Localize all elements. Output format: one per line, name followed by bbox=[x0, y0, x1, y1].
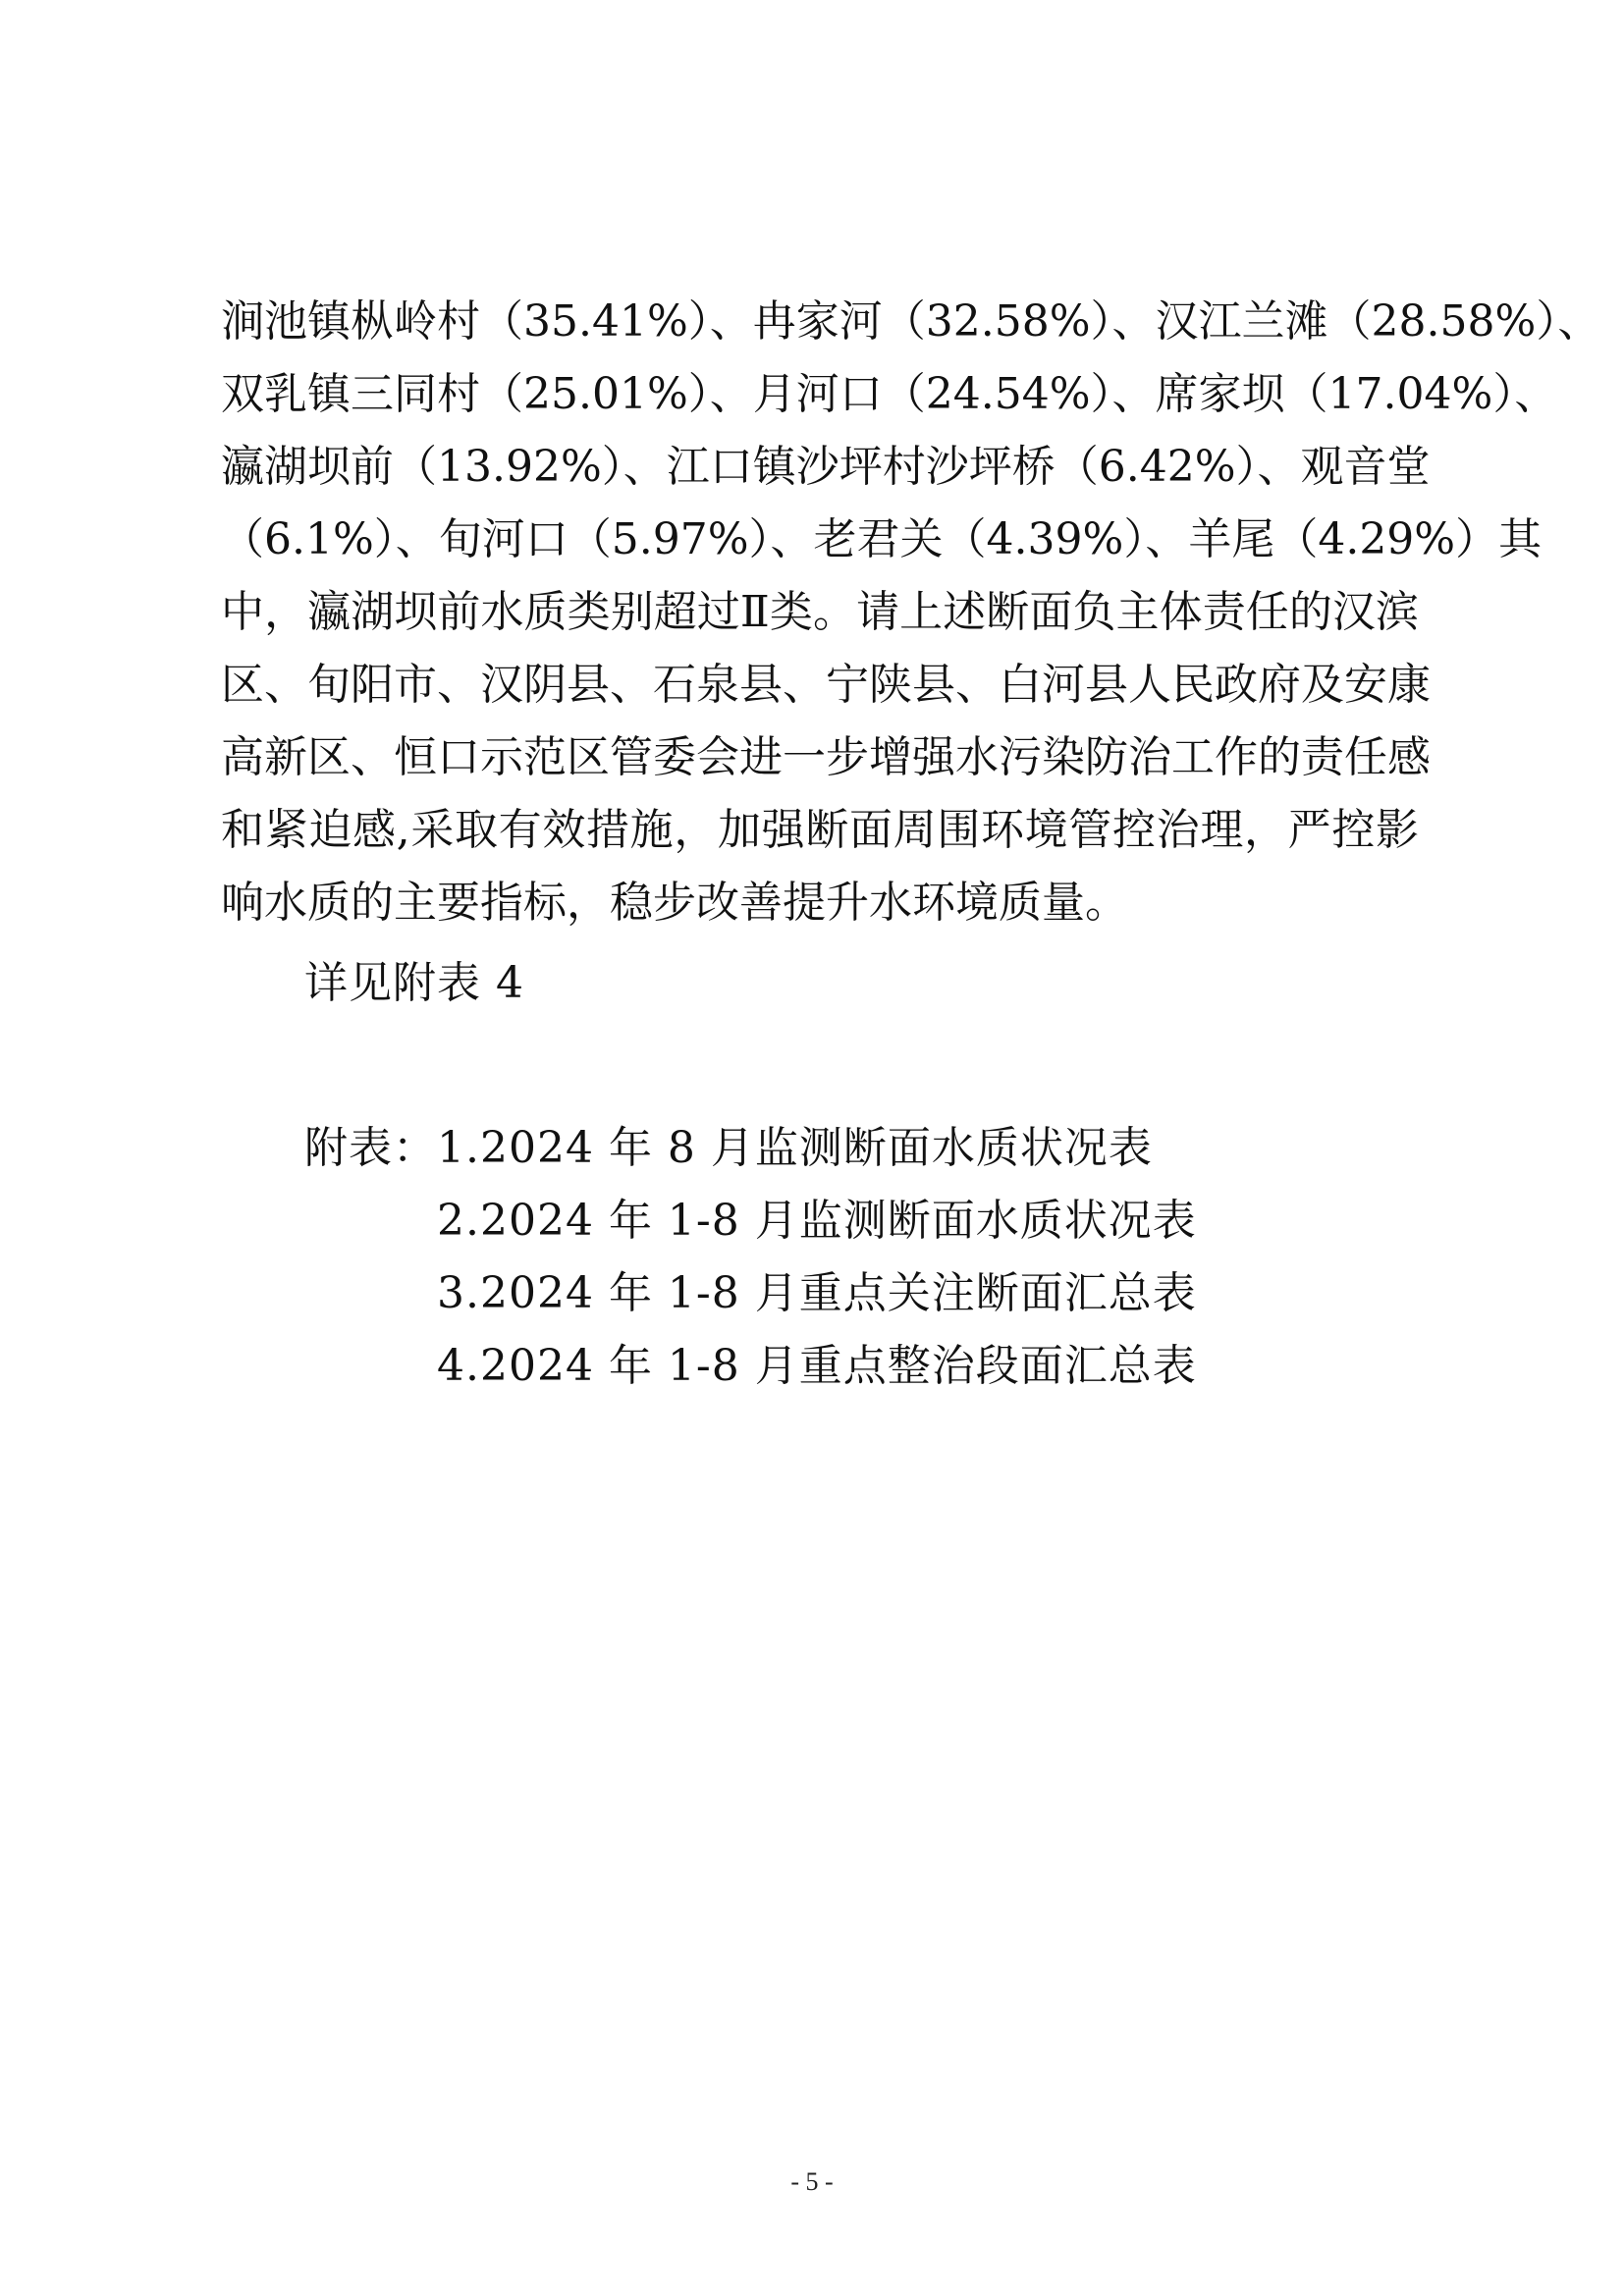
body-line-7: 高新区、恒口示范区管委会进一步增强水污染防治工作的责任感 bbox=[221, 732, 1431, 782]
body-line-8: 和紧迫感,采取有效措施，加强断面周围环境管控治理，严控影 bbox=[221, 805, 1419, 855]
attachment-item-2: 2.2024 年 1-8 月监测断面水质状况表 bbox=[437, 1196, 1197, 1246]
body-line-4: （6.1%）、旬河口（5.97%）、老君关（4.39%）、羊尾（4.29%）其 bbox=[221, 514, 1543, 564]
attachment-item-1: 1.2024 年 8 月监测断面水质状况表 bbox=[437, 1123, 1153, 1173]
body-line-9: 响水质的主要指标，稳步改善提升水环境质量。 bbox=[221, 878, 1128, 928]
attachments-label: 附表： bbox=[304, 1123, 437, 1173]
body-line-2: 双乳镇三同村（25.01%）、月河口（24.54%）、席家坝（17.04%）、 bbox=[221, 369, 1558, 419]
attachment-item-3: 3.2024 年 1-8 月重点关注断面汇总表 bbox=[437, 1268, 1197, 1318]
body-line-5: 中，瀛湖坝前水质类别超过Ⅱ类。请上述断面负主体责任的汉滨 bbox=[221, 587, 1419, 637]
body-line-6: 区、旬阳市、汉阴县、石泉县、宁陕县、白河县人民政府及安康 bbox=[221, 660, 1431, 710]
body-line-3: 瀛湖坝前（13.92%）、江口镇沙坪村沙坪桥（6.42%）、观音堂 bbox=[221, 442, 1431, 492]
see-also-note: 详见附表 4 bbox=[304, 958, 524, 1008]
page-number: - 5 - bbox=[790, 2167, 834, 2196]
attachment-item-4: 4.2024 年 1-8 月重点整治段面汇总表 bbox=[437, 1341, 1197, 1391]
body-line-1: 涧池镇枞岭村（35.41%）、冉家河（32.58%）、汉江兰滩（28.58%）、 bbox=[221, 296, 1601, 347]
